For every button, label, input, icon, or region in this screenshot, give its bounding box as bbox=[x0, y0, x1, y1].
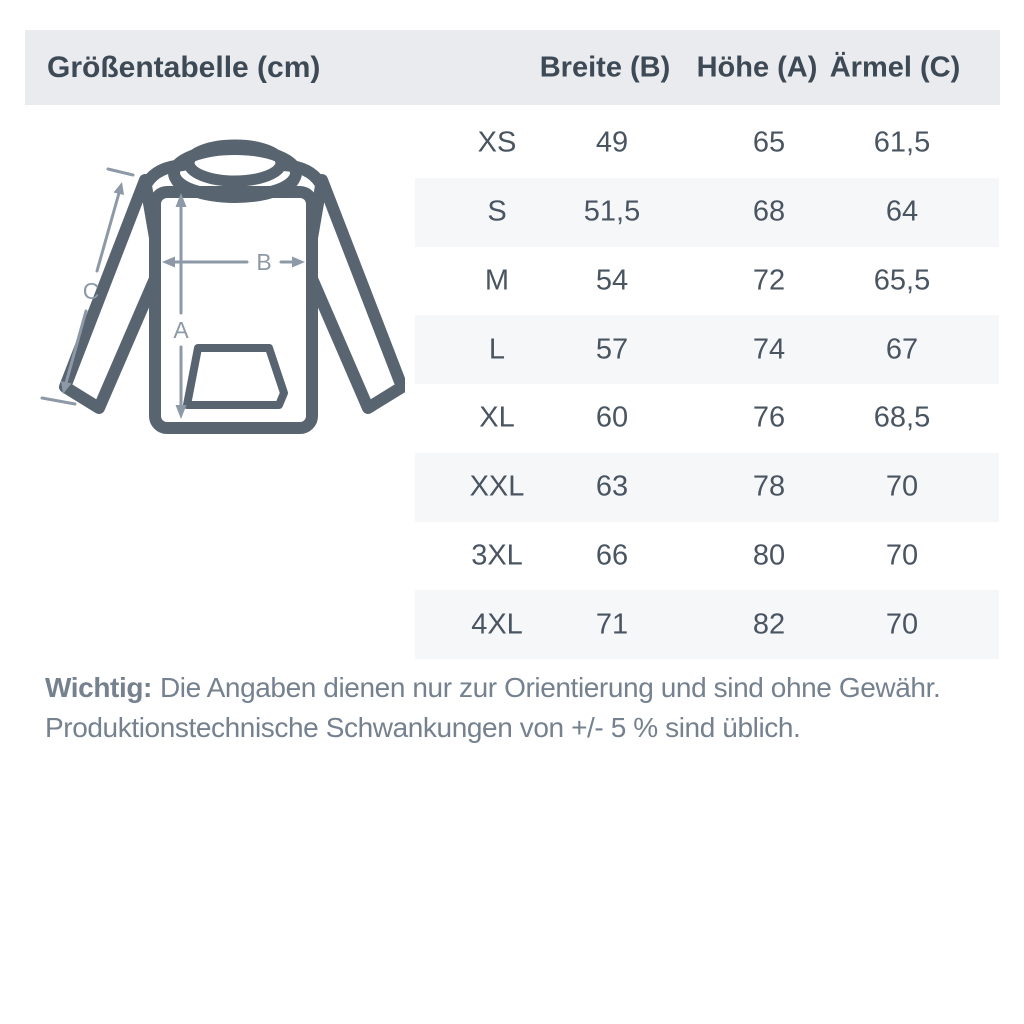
table-row bbox=[415, 109, 999, 178]
aermel-value: 61,5 bbox=[873, 126, 931, 159]
disclaimer-lead: Wichtig: bbox=[45, 672, 152, 703]
aermel-value: 68,5 bbox=[873, 401, 931, 434]
height-dimension-label: A bbox=[173, 317, 189, 343]
sleeve-dimension-label: C bbox=[82, 278, 100, 304]
hoehe-value: 65 bbox=[752, 126, 786, 159]
sleeve-tick-top bbox=[108, 169, 133, 175]
hoehe-value: 74 bbox=[752, 333, 786, 366]
column-header-aermel: Ärmel (C) bbox=[829, 51, 961, 83]
disclaimer-line-1 bbox=[45, 668, 975, 708]
hoehe-value: 68 bbox=[752, 195, 786, 228]
size-label: 3XL bbox=[471, 539, 523, 572]
hoehe-value: 72 bbox=[752, 264, 786, 297]
page-title: Größentabelle (cm) bbox=[47, 50, 321, 84]
breite-value: 51,5 bbox=[583, 195, 641, 228]
hoehe-value: 82 bbox=[752, 608, 786, 641]
size-label: XL bbox=[479, 401, 515, 434]
hoehe-value: 78 bbox=[752, 470, 786, 503]
size-label: L bbox=[488, 333, 506, 366]
breite-value: 66 bbox=[595, 539, 629, 572]
size-label: XS bbox=[477, 126, 517, 159]
hoehe-value: 76 bbox=[752, 401, 786, 434]
table-row bbox=[415, 315, 999, 384]
table-row bbox=[415, 590, 999, 659]
size-label: XXL bbox=[469, 470, 525, 503]
aermel-value: 64 bbox=[885, 195, 919, 228]
disclaimer-line-2: Produktionstechnische Schwankungen von +/- 5 % sind üblich. bbox=[45, 712, 801, 743]
table-row bbox=[415, 384, 999, 453]
column-header-breite: Breite (B) bbox=[539, 51, 671, 83]
aermel-value: 67 bbox=[885, 333, 919, 366]
table-row bbox=[415, 522, 999, 591]
breite-value: 63 bbox=[595, 470, 629, 503]
column-header-hoehe: Höhe (A) bbox=[696, 51, 818, 83]
breite-value: 60 bbox=[595, 401, 629, 434]
disclaimer-note bbox=[45, 668, 975, 748]
breite-value: 71 bbox=[595, 608, 629, 641]
hoodie-measurement-diagram bbox=[35, 125, 405, 445]
aermel-value: 65,5 bbox=[873, 264, 931, 297]
table-row bbox=[415, 178, 999, 247]
table-row bbox=[415, 453, 999, 522]
size-label: M bbox=[484, 264, 510, 297]
table-header-bar bbox=[25, 30, 1000, 105]
breite-value: 49 bbox=[595, 126, 629, 159]
size-table bbox=[415, 109, 999, 659]
table-row bbox=[415, 247, 999, 316]
aermel-value: 70 bbox=[885, 470, 919, 503]
sleeve-tick-bottom bbox=[42, 398, 75, 404]
hoehe-value: 80 bbox=[752, 539, 786, 572]
right-sleeve bbox=[307, 180, 402, 408]
breite-value: 54 bbox=[595, 264, 629, 297]
breite-value: 57 bbox=[595, 333, 629, 366]
disclaimer-text-1: Die Angaben dienen nur zur Orientierung und sind ohne Gewähr. bbox=[159, 672, 941, 703]
width-dimension-label: B bbox=[256, 249, 272, 275]
hoodie-outline-icon bbox=[35, 125, 405, 445]
sleeve-arrowhead-up bbox=[114, 182, 125, 195]
aermel-value: 70 bbox=[885, 608, 919, 641]
aermel-value: 70 bbox=[885, 539, 919, 572]
size-label: 4XL bbox=[471, 608, 523, 641]
pocket bbox=[187, 348, 284, 405]
size-label: S bbox=[487, 195, 507, 228]
